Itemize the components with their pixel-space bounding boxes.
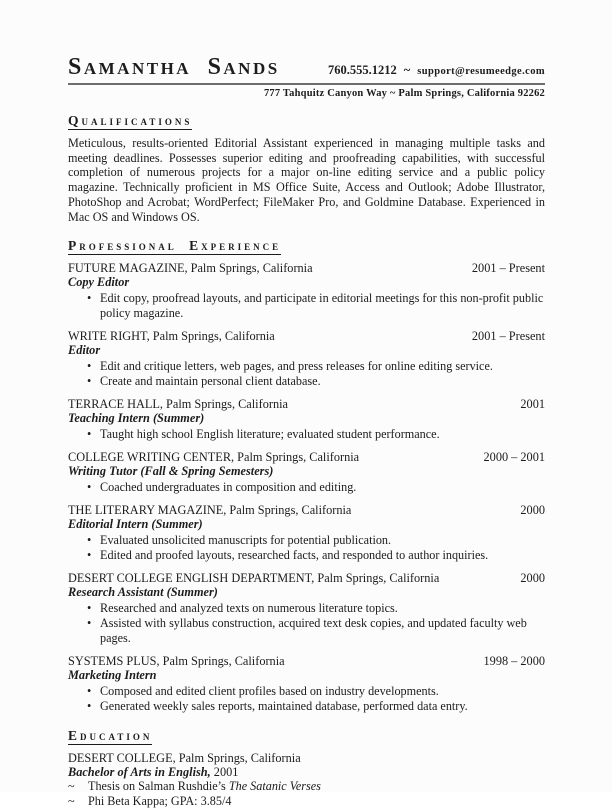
- experience-entry: [68, 503, 545, 563]
- employment-dates: 1998 – 2000: [483, 654, 545, 669]
- duty-item: • Edit and critique letters, web pages, and press releases for online editing service.: [68, 359, 545, 374]
- company-location: DESERT COLLEGE ENGLISH DEPARTMENT, Palm Springs, California: [68, 571, 440, 586]
- education-heading: Education: [68, 728, 153, 744]
- tilde-marker: ~: [68, 793, 75, 808]
- tilde-marker: ~: [68, 779, 75, 794]
- school-name: DESERT COLLEGE, Palm Springs, California: [68, 751, 301, 766]
- duty-item: • Edited and proofed layouts, researched facts, and responded to author inquiries.: [68, 548, 545, 563]
- duty-list: [68, 601, 545, 646]
- experience-section: [68, 238, 545, 714]
- phone-number: 760.555.1212: [327, 63, 397, 77]
- degree-line: [68, 765, 545, 779]
- duty-item: • Taught high school English literature; evaluated student performance.: [68, 427, 545, 442]
- job-title: Editor: [68, 343, 101, 358]
- email-address: support@resumeedge.com: [417, 66, 545, 77]
- tilde-separator: ~: [403, 63, 411, 77]
- duty-list: [68, 427, 545, 442]
- experience-entry: [68, 397, 545, 442]
- qualifications-summary: Meticulous, results-oriented Editorial Assistant experienced in managing multiple tasks and meeting deadlines. Possesses superior editing and proofreading capabilities, with successful completion of numerous projects for a major on-line editing service and a public policy magazine. Technically proficient in MS Office Suite, Access and Outlook; Adobe Illustrator, PhotoShop and Acrobat; WordPerfect; FileMaker Pro, and Goldmine Database. Experienced in Mac OS and Windows OS.: [68, 136, 545, 224]
- company-location: SYSTEMS PLUS, Palm Springs, California: [68, 654, 285, 669]
- education-items: [68, 779, 545, 808]
- qualifications-heading: Qualifications: [68, 113, 193, 128]
- company-location: FUTURE MAGAZINE, Palm Springs, California: [68, 261, 313, 276]
- experience-entries: [68, 261, 545, 714]
- duty-list: [68, 359, 545, 389]
- qualifications-section: [68, 113, 545, 224]
- job-title: Editorial Intern (Summer): [68, 517, 203, 532]
- employment-dates: 2000: [520, 571, 545, 586]
- experience-heading: Professional Experience: [68, 238, 282, 254]
- education-section: [68, 728, 545, 808]
- company-location: COLLEGE WRITING CENTER, Palm Springs, California: [68, 450, 360, 465]
- duty-item: • Create and maintain personal client database.: [68, 374, 545, 389]
- education-item: [68, 794, 545, 808]
- education-item-text: Thesis on Salman Rushdie’s The Satanic Verses: [88, 779, 321, 794]
- company-location: TERRACE HALL, Palm Springs, California: [68, 397, 288, 412]
- duty-item: • Assisted with syllabus construction, acquired text desk copies, and updated faculty web pages.: [68, 616, 545, 646]
- job-title: Writing Tutor (Fall & Spring Semesters): [68, 464, 274, 479]
- company-row: [68, 450, 545, 464]
- resume-header: [68, 54, 545, 99]
- experience-entry: [68, 571, 545, 646]
- duty-list: [68, 291, 545, 321]
- company-row: [68, 261, 545, 275]
- employment-dates: 2001 – Present: [471, 261, 545, 276]
- experience-entry: [68, 654, 545, 714]
- job-title: Teaching Intern (Summer): [68, 411, 205, 426]
- name-row: [68, 54, 545, 80]
- experience-entry: [68, 329, 545, 389]
- contact-line: [328, 63, 545, 78]
- employment-dates: 2001 – Present: [471, 329, 545, 344]
- duty-list: [68, 480, 545, 495]
- company-row: [68, 329, 545, 343]
- experience-entry: [68, 450, 545, 495]
- education-item: [68, 779, 545, 794]
- experience-entry: [68, 261, 545, 321]
- employment-dates: 2001: [520, 397, 545, 412]
- duty-list: [68, 684, 545, 714]
- job-title: Marketing Intern: [68, 668, 157, 683]
- degree-year: 2001: [213, 765, 239, 780]
- degree-title: Bachelor of Arts in English,: [68, 765, 211, 780]
- duty-item: • Composed and edited client profiles based on industry developments.: [68, 684, 545, 699]
- employment-dates: 2000: [520, 503, 545, 518]
- duty-list: [68, 533, 545, 563]
- duty-item: • Evaluated unsolicited manuscripts for potential publication.: [68, 533, 545, 548]
- duty-item: • Researched and analyzed texts on numerous literature topics.: [68, 601, 545, 616]
- employment-dates: 2000 – 2001: [483, 450, 545, 465]
- duty-item: • Coached undergraduates in composition and editing.: [68, 480, 545, 495]
- candidate-name: Samantha Sands: [68, 54, 280, 80]
- company-row: [68, 397, 545, 411]
- company-row: [68, 503, 545, 517]
- header-divider: [68, 83, 545, 85]
- address-line: 777 Tahquitz Canyon Way ~ Palm Springs, California 92262: [263, 88, 545, 99]
- education-item-text: Phi Beta Kappa; GPA: 3.85/4: [88, 793, 232, 808]
- company-location: WRITE RIGHT, Palm Springs, California: [68, 329, 275, 344]
- job-title: Research Assistant (Summer): [68, 585, 218, 600]
- duty-item: • Edit copy, proofread layouts, and participate in editorial meetings for this non-profit public policy magazine.: [68, 291, 545, 321]
- company-row: [68, 654, 545, 668]
- job-title: Copy Editor: [68, 275, 130, 290]
- company-location: THE LITERARY MAGAZINE, Palm Springs, California: [68, 503, 352, 518]
- company-row: [68, 571, 545, 585]
- duty-item: • Generated weekly sales reports, maintained database, performed data entry.: [68, 699, 545, 714]
